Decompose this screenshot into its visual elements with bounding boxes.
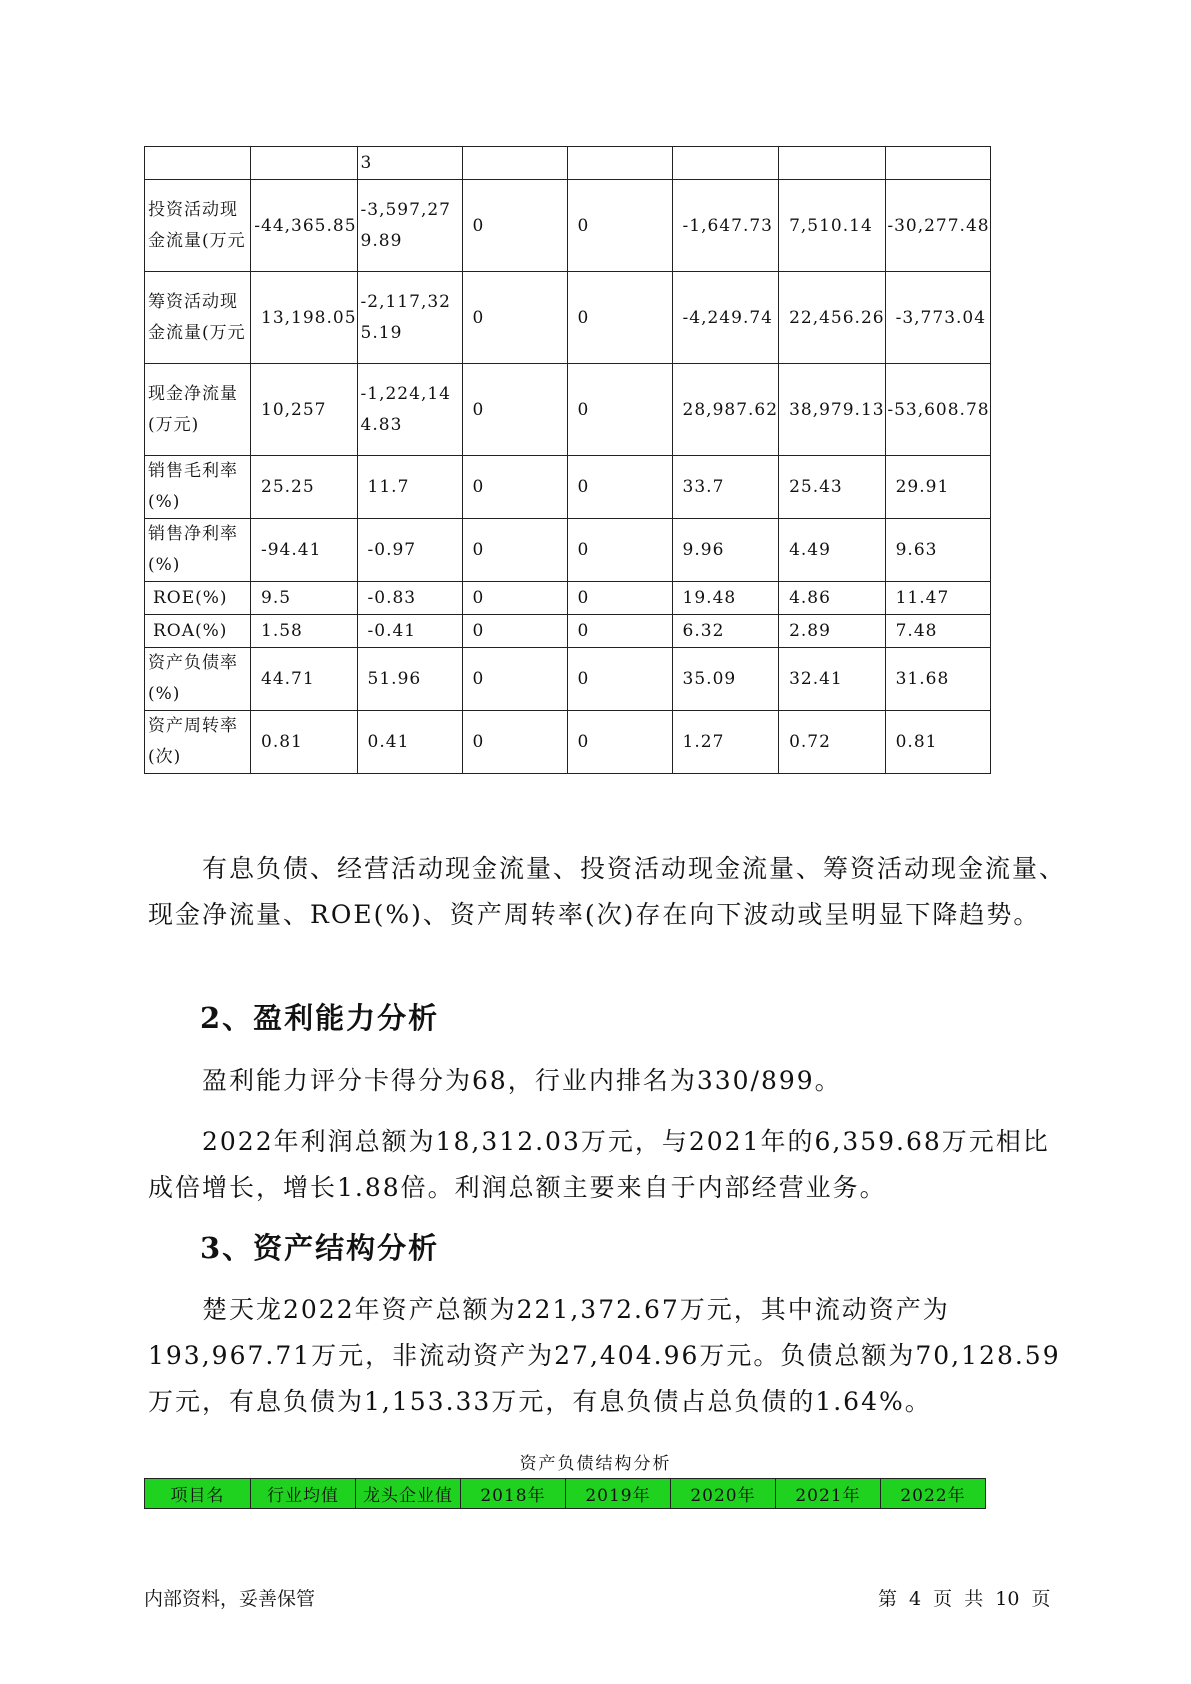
row-label: 销售毛利率(%) xyxy=(145,456,251,519)
cell-2019 xyxy=(567,147,672,180)
table-row xyxy=(145,582,991,615)
table-row xyxy=(145,711,991,774)
header-industry-avg: 行业均值 xyxy=(251,1479,356,1509)
section-heading-asset-structure: 3、资产结构分析 xyxy=(200,1231,440,1265)
cell-2022: -3,773.04 xyxy=(885,272,990,364)
cell-2021: 32.41 xyxy=(779,648,886,711)
footer-page-number: 第 4 页 共 10 页 xyxy=(878,1588,1051,1610)
cell-2018: 0 xyxy=(462,582,567,615)
cell-leader: -0.83 xyxy=(357,582,462,615)
row-label: 筹资活动现金流量(万元 xyxy=(145,272,251,364)
cell-industry-avg: 0.81 xyxy=(251,711,358,774)
table-caption: 资产负债结构分析 xyxy=(519,1454,672,1474)
cell-industry-avg: -94.41 xyxy=(251,519,358,582)
cell-2018: 0 xyxy=(462,456,567,519)
financial-indicator-table xyxy=(144,146,991,774)
cell-industry-avg: 13,198.05 xyxy=(251,272,358,364)
profit-total-paragraph: 2022年利润总额为18,312.03万元，与2021年的6,359.68万元相比成倍增长，增长1.88倍。利润总额主要来自于内部经营业务。 xyxy=(148,1127,1050,1202)
row-label: ROA(%) xyxy=(145,615,251,648)
cell-2019: 0 xyxy=(567,180,672,272)
cell-2020: 1.27 xyxy=(672,711,779,774)
cell-leader: 0.41 xyxy=(357,711,462,774)
cell-2022: 9.63 xyxy=(885,519,990,582)
table-row xyxy=(145,147,991,180)
cell-2021: 4.86 xyxy=(779,582,886,615)
row-label xyxy=(145,147,251,180)
cell-2020: 33.7 xyxy=(672,456,779,519)
profitability-score-paragraph: 盈利能力评分卡得分为68，行业内排名为330/899。 xyxy=(202,1066,842,1095)
cell-2020: 35.09 xyxy=(672,648,779,711)
table-row xyxy=(145,519,991,582)
cell-2018: 0 xyxy=(462,648,567,711)
cell-2020: -4,249.74 xyxy=(672,272,779,364)
cell-2022: 7.48 xyxy=(885,615,990,648)
cell-2021: 2.89 xyxy=(779,615,886,648)
table-header-row xyxy=(145,1479,986,1509)
cell-leader: -0.41 xyxy=(357,615,462,648)
table-row xyxy=(145,364,991,456)
row-label: 资产负债率(%) xyxy=(145,648,251,711)
cell-2019: 0 xyxy=(567,519,672,582)
table-row xyxy=(145,272,991,364)
row-label: 销售净利率(%) xyxy=(145,519,251,582)
cell-2022: -53,608.78 xyxy=(885,364,990,456)
cell-2022: 0.81 xyxy=(885,711,990,774)
section-heading-profitability: 2、盈利能力分析 xyxy=(200,1001,440,1035)
cell-2018: 0 xyxy=(462,519,567,582)
cell-2021: 4.49 xyxy=(779,519,886,582)
cell-2019: 0 xyxy=(567,648,672,711)
cell-2021: 38,979.13 xyxy=(779,364,886,456)
cell-2018: 0 xyxy=(462,711,567,774)
cell-leader: -3,597,279.89 xyxy=(357,180,462,272)
cell-2021: 7,510.14 xyxy=(779,180,886,272)
header-2020: 2020年 xyxy=(671,1479,776,1509)
cell-2018: 0 xyxy=(462,615,567,648)
cell-2020: -1,647.73 xyxy=(672,180,779,272)
row-label: ROE(%) xyxy=(145,582,251,615)
header-2019: 2019年 xyxy=(566,1479,671,1509)
cell-2021: 0.72 xyxy=(779,711,886,774)
cell-2018: 0 xyxy=(462,364,567,456)
cell-leader: -2,117,325.19 xyxy=(357,272,462,364)
cell-2019: 0 xyxy=(567,272,672,364)
table-row xyxy=(145,456,991,519)
cell-industry-avg: -44,365.85 xyxy=(251,180,358,272)
header-item-name: 项目名 xyxy=(145,1479,251,1509)
cell-2019: 0 xyxy=(567,582,672,615)
cell-2018: 0 xyxy=(462,272,567,364)
table-row xyxy=(145,648,991,711)
cell-leader: -0.97 xyxy=(357,519,462,582)
cell-2019: 0 xyxy=(567,615,672,648)
cell-leader: 51.96 xyxy=(357,648,462,711)
cell-industry-avg: 44.71 xyxy=(251,648,358,711)
cell-2020: 28,987.62 xyxy=(672,364,779,456)
cell-2022: 31.68 xyxy=(885,648,990,711)
cell-industry-avg: 1.58 xyxy=(251,615,358,648)
row-label: 现金净流量(万元) xyxy=(145,364,251,456)
cell-2022: 11.47 xyxy=(885,582,990,615)
cell-2018: 0 xyxy=(462,180,567,272)
table-row xyxy=(145,615,991,648)
header-2021: 2021年 xyxy=(776,1479,881,1509)
cell-leader: 11.7 xyxy=(357,456,462,519)
cell-2020: 9.96 xyxy=(672,519,779,582)
header-2022: 2022年 xyxy=(881,1479,986,1509)
cell-2019: 0 xyxy=(567,456,672,519)
footer-confidential-note: 内部资料，妥善保管 xyxy=(144,1588,316,1610)
cell-industry-avg: 10,257 xyxy=(251,364,358,456)
cell-2020: 6.32 xyxy=(672,615,779,648)
cell-2021: 25.43 xyxy=(779,456,886,519)
asset-liability-table xyxy=(144,1478,986,1509)
cell-2022 xyxy=(885,147,990,180)
cell-2022: -30,277.48 xyxy=(885,180,990,272)
asset-structure-paragraph: 楚天龙2022年资产总额为221,372.67万元，其中流动资产为193,967.71万元，非流动资产为27,404.96万元。负债总额为70,128.59万元，有息负债为1,153.33万元，有息负债占总负债的1.64%。 xyxy=(148,1295,1061,1416)
row-label: 资产周转率(次) xyxy=(145,711,251,774)
cell-2021 xyxy=(779,147,886,180)
cell-2018 xyxy=(462,147,567,180)
cell-leader: 3 xyxy=(357,147,462,180)
cell-2020 xyxy=(672,147,779,180)
header-2018: 2018年 xyxy=(461,1479,566,1509)
cell-2019: 0 xyxy=(567,364,672,456)
cell-industry-avg: 9.5 xyxy=(251,582,358,615)
cell-industry-avg: 25.25 xyxy=(251,456,358,519)
cell-2020: 19.48 xyxy=(672,582,779,615)
cell-2019: 0 xyxy=(567,711,672,774)
trend-paragraph: 有息负债、经营活动现金流量、投资活动现金流量、筹资活动现金流量、现金净流量、ROE(%)、资产周转率(次)存在向下波动或呈明显下降趋势。 xyxy=(148,854,1067,929)
row-label: 投资活动现金流量(万元 xyxy=(145,180,251,272)
header-leader-value: 龙头企业值 xyxy=(356,1479,461,1509)
cell-2021: 22,456.26 xyxy=(779,272,886,364)
cell-2022: 29.91 xyxy=(885,456,990,519)
cell-industry-avg xyxy=(251,147,358,180)
cell-leader: -1,224,144.83 xyxy=(357,364,462,456)
table-row xyxy=(145,180,991,272)
